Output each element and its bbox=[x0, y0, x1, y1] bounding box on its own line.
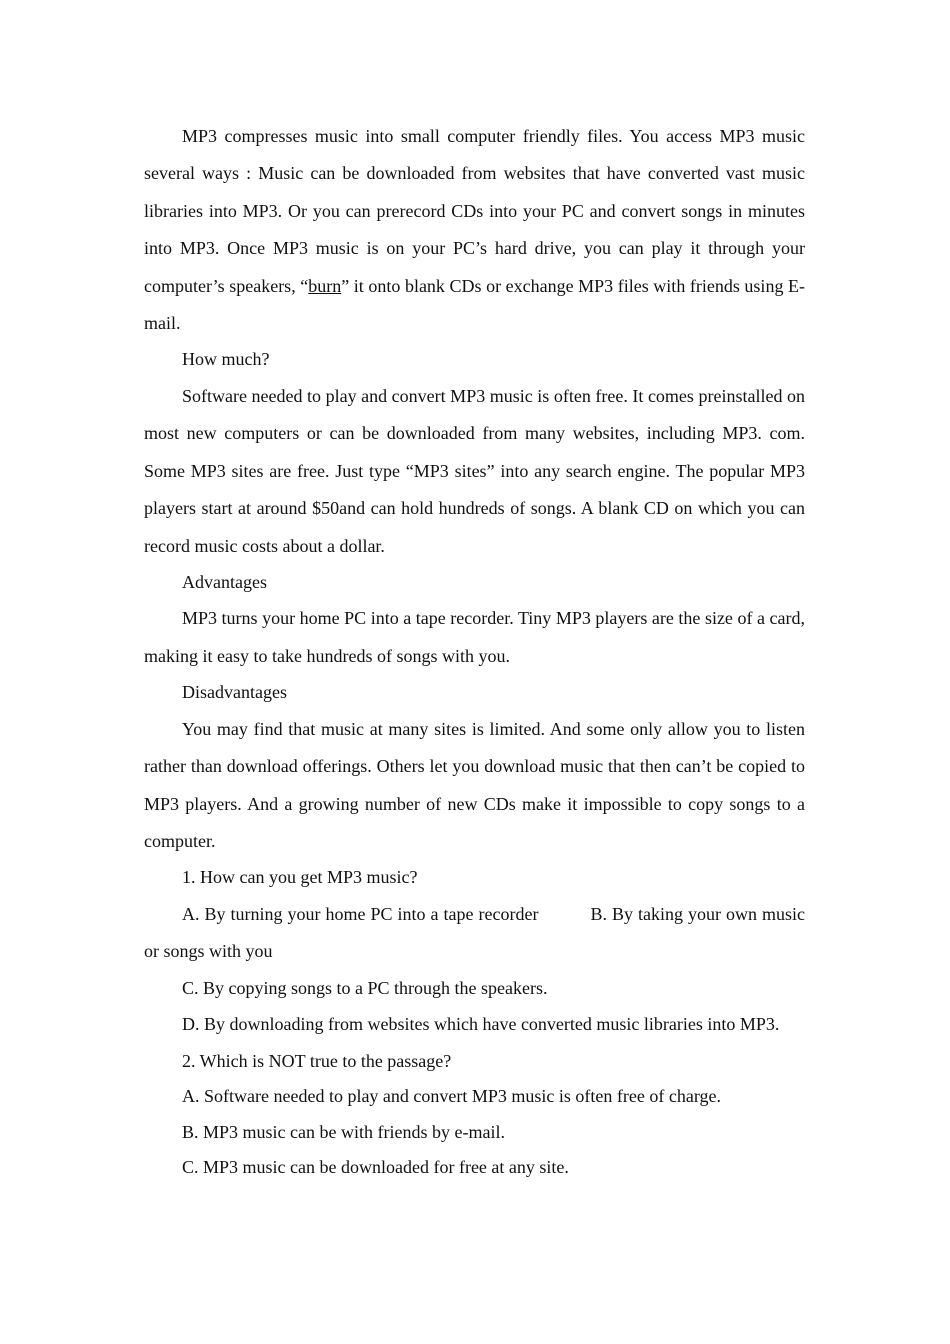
question-2-option-b: B. MP3 music can be with friends by e-mail. bbox=[182, 1121, 505, 1142]
passage-paragraph-3: MP3 turns your home PC into a tape recorder. Tiny MP3 players are the size of a card, making it easy to take hundreds of songs with you. bbox=[144, 608, 805, 666]
question-1-options-a-b bbox=[144, 896, 805, 971]
question-2-option-a: A. Software needed to play and convert MP3 music is often free of charge. bbox=[182, 1086, 721, 1107]
question-2-stem: 2. Which is NOT true to the passage? bbox=[182, 1050, 452, 1071]
question-1-stem: 1. How can you get MP3 music? bbox=[182, 867, 418, 888]
underlined-word-burn: burn bbox=[308, 275, 342, 296]
question-2-option-c: C. MP3 music can be downloaded for free at any site. bbox=[182, 1157, 569, 1178]
question-1-option-a: A. By turning your home PC into a tape recorder bbox=[182, 903, 539, 924]
passage-paragraph-1 bbox=[144, 118, 805, 342]
question-1-option-b: B. By taking your own music or songs with you bbox=[144, 903, 805, 962]
section-heading-disadvantages: Disadvantages bbox=[182, 682, 287, 703]
passage-paragraph-1-text-b: ” it onto blank CDs or exchange MP3 files with friends using E-mail. bbox=[144, 275, 805, 334]
document-page bbox=[144, 118, 805, 1186]
passage-paragraph-2: Software needed to play and convert MP3 music is often free. It comes preinstalled on most new computers or can be downloaded from many websites, including MP3. com. Some MP3 sites are free. Just type “MP3 sites” into any search engine. The popular MP3 players start at around $50and can hold hundreds of songs. A blank CD on which you can record music costs about a dollar. bbox=[144, 385, 805, 556]
question-1-option-d: D. By downloading from websites which have converted music libraries into MP3. bbox=[182, 1014, 780, 1035]
question-1-option-c: C. By copying songs to a PC through the speakers. bbox=[182, 977, 548, 998]
section-heading-how-much: How much? bbox=[182, 349, 270, 370]
passage-paragraph-4: You may find that music at many sites is limited. And some only allow you to listen rather than download offerings. Others let you download music that then can’t be copied to MP3 players. And a growing number of new CDs make it impossible to copy songs to a computer. bbox=[144, 718, 805, 851]
passage-paragraph-1-text-a: MP3 compresses music into small computer friendly files. You access MP3 music several ways : Music can be downloaded from websites that have converted vast music libraries into MP3. Or you can prerecord CDs into your PC and convert songs in minutes into MP3. Once MP3 music is on your PC’s hard drive, you can play it through your computer’s speakers, “ bbox=[144, 126, 805, 296]
section-heading-advantages: Advantages bbox=[182, 571, 267, 592]
